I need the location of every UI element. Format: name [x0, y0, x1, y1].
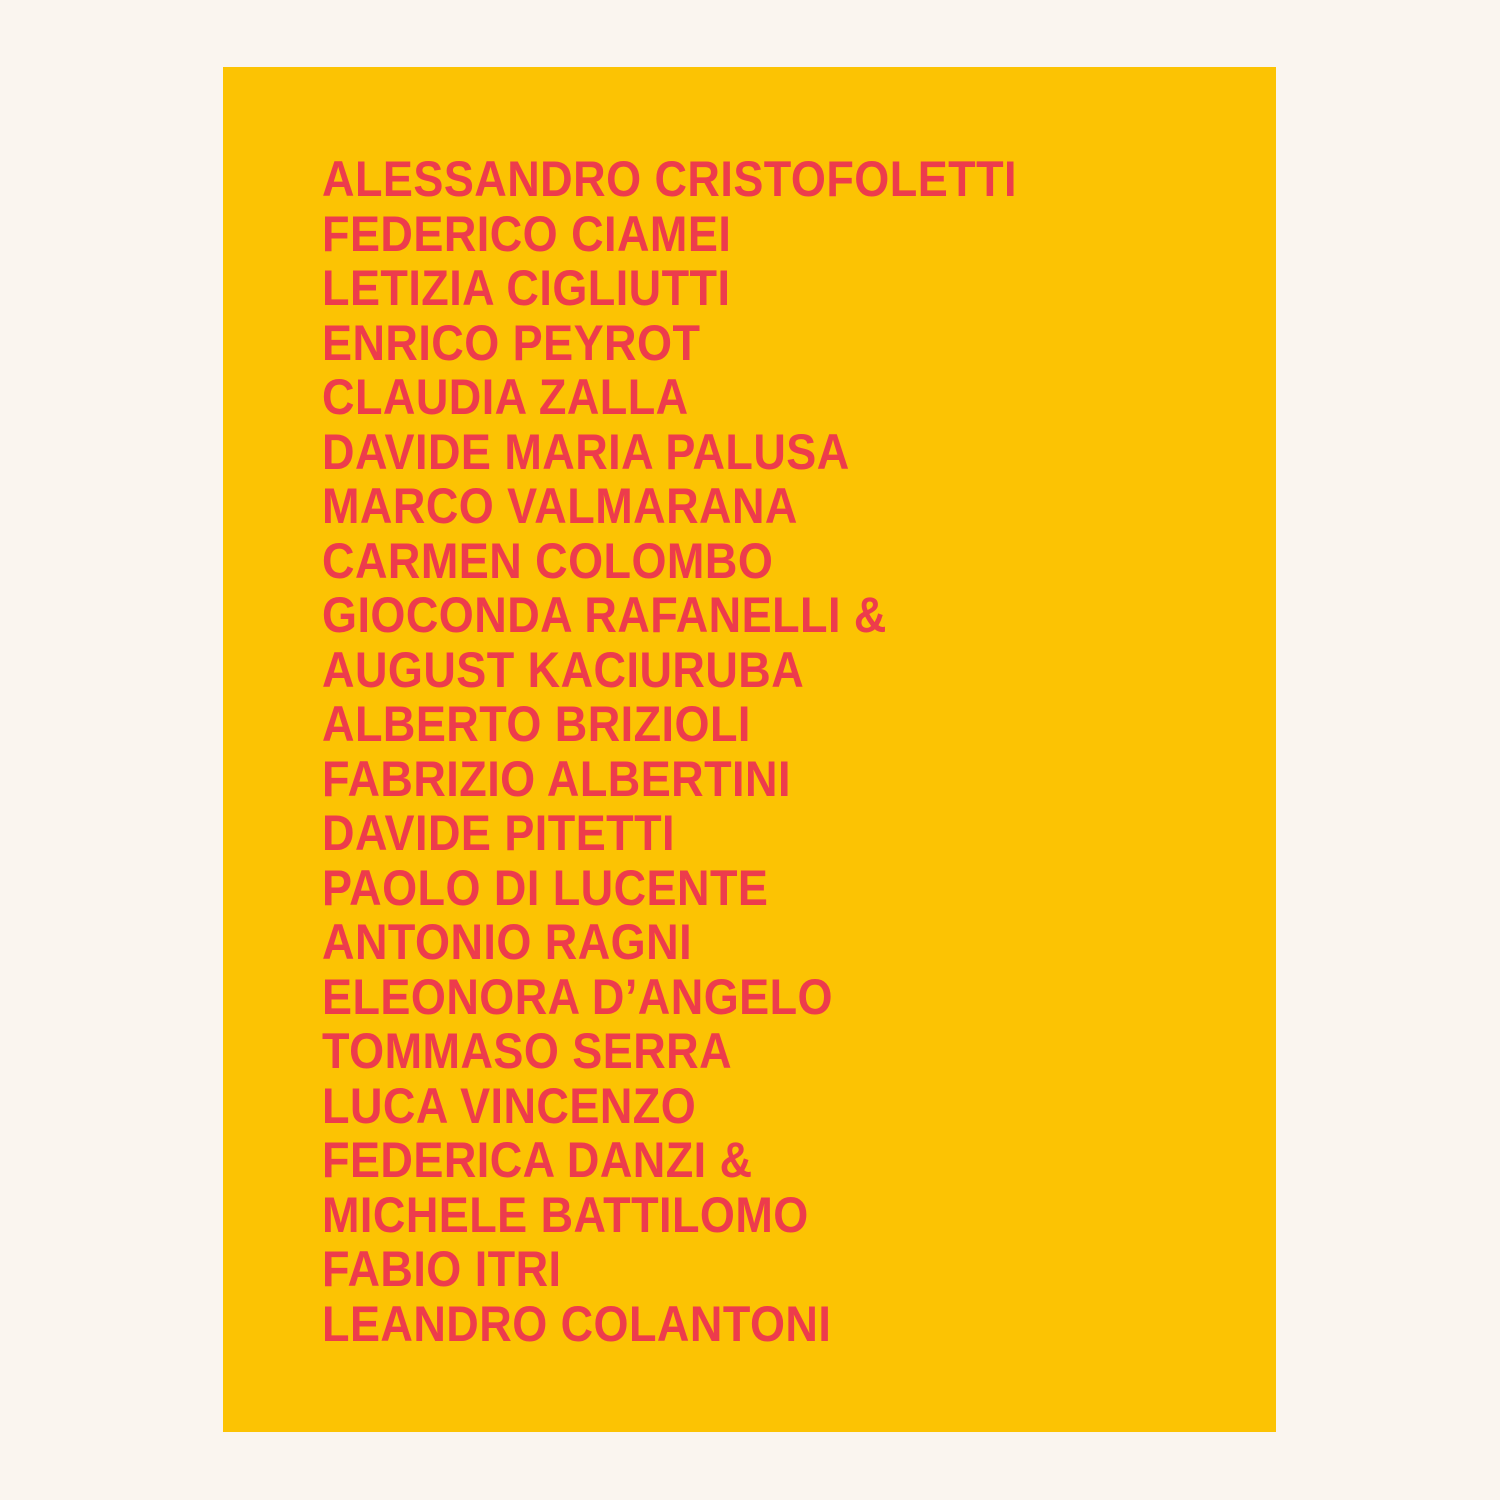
artist-name: CARMEN COLOMBO: [322, 532, 774, 589]
artist-name: DAVIDE MARIA PALUSA: [322, 423, 850, 480]
artist-name: ALESSANDRO CRISTOFOLETTI: [322, 151, 1017, 207]
artist-name: CLAUDIA ZALLA: [322, 369, 689, 425]
artist-name: AUGUST KACIURUBA: [322, 641, 805, 698]
artist-name: ANTONIO RAGNI: [322, 914, 693, 970]
artist-name: GIOCONDA RAFANELLI &: [322, 587, 887, 643]
artist-name: MARCO VALMARANA: [322, 478, 798, 534]
artist-name: LETIZIA CIGLIUTTI: [322, 260, 731, 316]
artist-name: ELEONORA D’ANGELO: [322, 968, 834, 1025]
names-list: [322, 152, 1236, 1351]
artist-name: FEDERICO CIAMEI: [322, 205, 732, 262]
artist-name: LUCA VINCENZO: [322, 1077, 697, 1134]
poster-panel: [223, 67, 1276, 1432]
artist-name: MICHELE BATTILOMO: [322, 1186, 809, 1243]
artist-name: TOMMASO SERRA: [322, 1023, 733, 1079]
artist-name: FABIO ITRI: [322, 1241, 562, 1297]
artist-name: DAVIDE PITETTI: [322, 805, 675, 861]
artist-name: ALBERTO BRIZIOLI: [322, 696, 751, 752]
artist-name: ENRICO PEYROT: [322, 314, 701, 371]
artist-name: FABRIZIO ALBERTINI: [322, 750, 791, 807]
artist-name: PAOLO DI LUCENTE: [322, 859, 769, 916]
artist-name: FEDERICA DANZI &: [322, 1132, 753, 1188]
artist-name: LEANDRO COLANTONI: [322, 1295, 832, 1352]
